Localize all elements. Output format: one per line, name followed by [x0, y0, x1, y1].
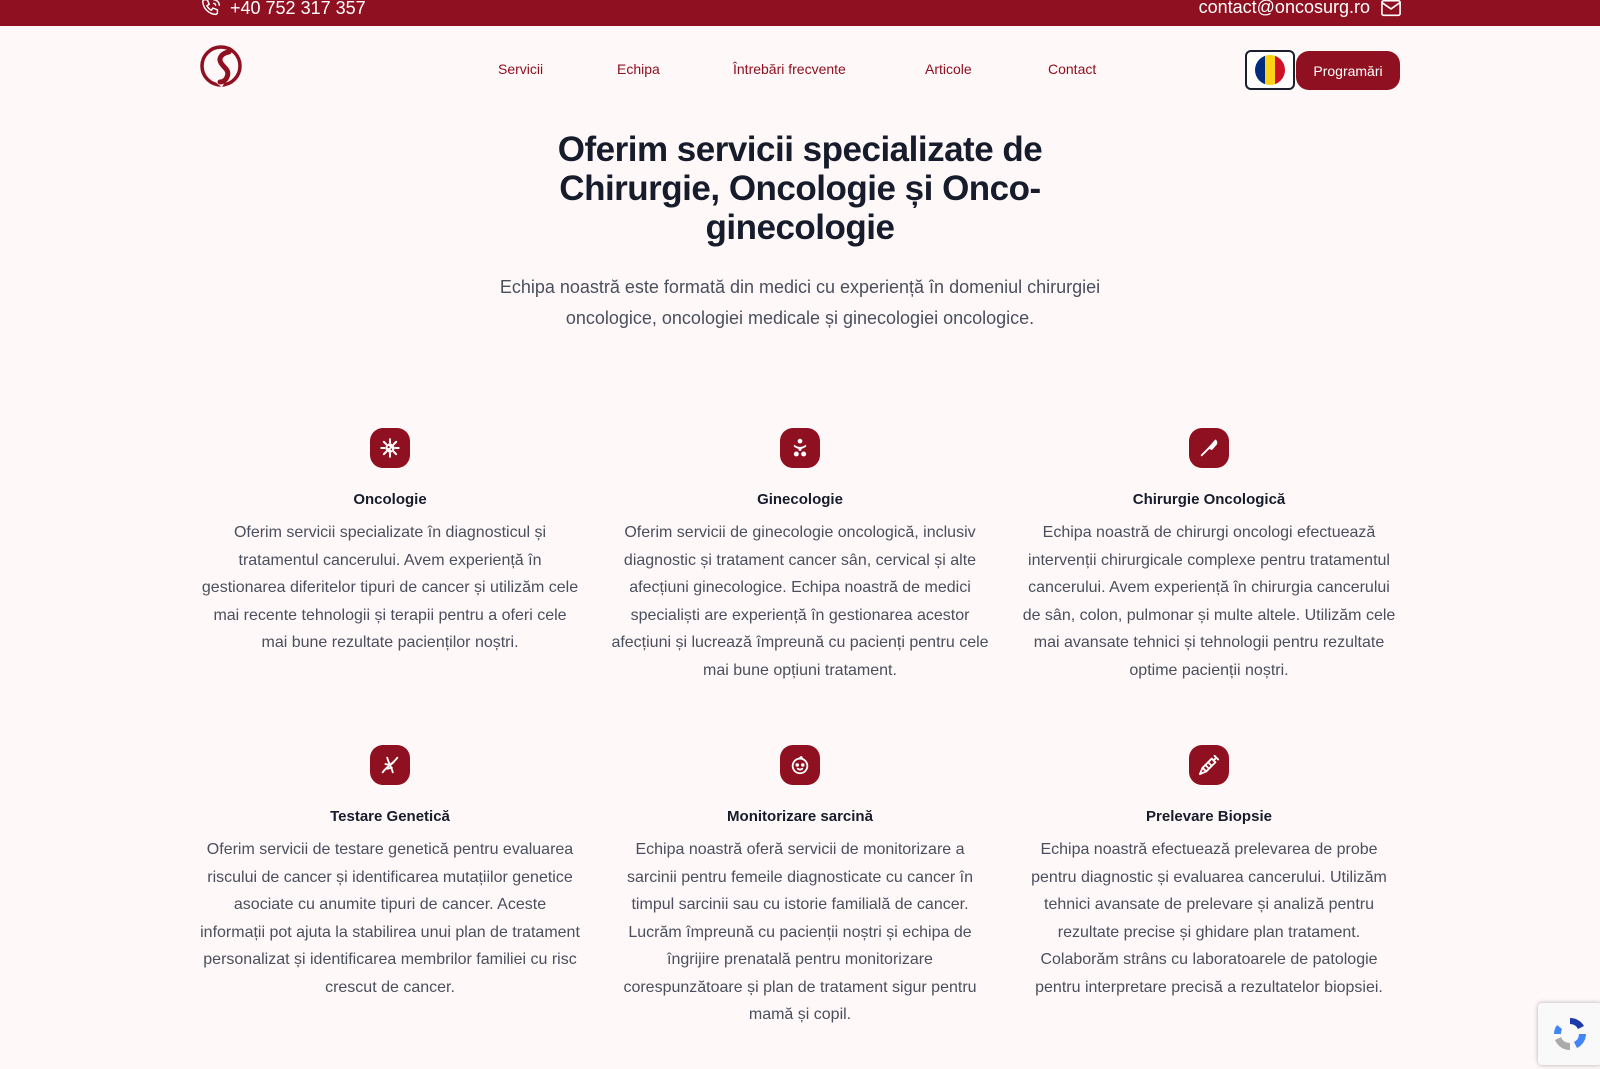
virus-icon [370, 428, 410, 468]
female-figure-icon [780, 428, 820, 468]
top-bar [0, 0, 1600, 26]
scalpel-icon [1189, 428, 1229, 468]
syringe-icon [1189, 745, 1229, 785]
email-address[interactable]: contact@oncosurg.ro [1198, 0, 1370, 17]
nav-item-echipa[interactable]: Echipa [617, 61, 660, 77]
recaptcha-badge[interactable] [1538, 1003, 1600, 1065]
baby-face-icon [780, 745, 820, 785]
phone-number[interactable]: +40 752 317 357 [230, 0, 366, 18]
service-description: Oferim servicii de testare genetică pentru evaluarea riscului de cancer și identificarea mutațiilor genetice asociate cu anumite tipuri de cancer. Aceste informații pot ajuta la stabilirea unui plan de tratament personalizat și identificarea membrilor familiei cu risc crescut de cancer. [200, 841, 580, 996]
service-description: Oferim servicii specializate în diagnosticul și tratamentul cancerului. Avem experiență în gestionarea diferitelor tipuri de cancer și utilizăm cele mai recente tehnologii și terapii pentru a oferi cele mai bune rezultate pacienților noștri. [201, 524, 579, 651]
dna-icon [370, 745, 410, 785]
nav-item-intrebari-frecvente[interactable]: Întrebări frecvente [733, 61, 846, 77]
service-title: Monitorizare sarcină [727, 808, 873, 825]
service-card-testare-genetica [200, 745, 580, 1001]
email-link[interactable] [1199, 0, 1402, 18]
service-description: Echipa noastră oferă servicii de monitorizare a sarcinii pentru femeile diagnosticate cu cancer în timpul sarcinii sau cu istorie familială de cancer. Lucrăm împreună cu pacienții noștri și echipa de îngrijire prenatală pentru monitorizare corespunzătoare și plan de tratament sigur pentru mamă și copil. [623, 841, 977, 1023]
phone-icon [200, 0, 222, 19]
service-title: Prelevare Biopsie [1146, 808, 1272, 825]
service-card-chirurgie-oncologica [1019, 428, 1399, 684]
nav-item-articole[interactable]: Articole [925, 61, 972, 77]
service-card-prelevare-biopsie [1019, 745, 1399, 1001]
service-description: Echipa noastră efectuează prelevarea de probe pentru diagnostic și evaluarea cancerului. Utilizăm tehnici avansate de prelevare și analiză pentru rezultate precise și ghidare plan tratament. Colaborăm strâns cu laboratoarele de patologie pentru interpretare precisă a rezultatelor biopsiei. [1031, 841, 1387, 996]
page-title: Oferim servicii specializate de Chirurgie, Oncologie și Onco-ginecologie [557, 130, 1043, 247]
hero-section [0, 130, 1600, 334]
romania-flag-icon [1255, 55, 1285, 85]
page-subtitle: Echipa noastră este formată din medici cu experiență în domeniul chirurgiei oncologice, oncologiei medicale și ginecologiei oncologice. [499, 277, 1101, 328]
nav-item-contact[interactable]: Contact [1048, 61, 1097, 77]
service-title: Ginecologie [757, 491, 843, 508]
recaptcha-icon [1550, 1014, 1590, 1054]
mail-icon [1380, 0, 1402, 18]
service-title: Chirurgie Oncologică [1132, 491, 1286, 508]
service-title: Oncologie [353, 491, 427, 508]
service-card-ginecologie [610, 428, 990, 684]
service-description: Echipa noastră de chirurgi oncologi efectuează intervenții chirurgicale complexe pentru tratamentul cancerului. Avem experiență în chirurgia cancerului de sân, colon, pulmonar și multe altele. Utilizăm cele mai avansate tehnici și tehnologii pentru rezultate optime pacienții noștri. [1022, 524, 1396, 679]
main-navigation [0, 26, 1600, 118]
phone-link[interactable] [200, 0, 366, 19]
nav-item-servicii[interactable]: Servicii [498, 61, 544, 77]
service-card-oncologie [200, 428, 580, 657]
service-title: Testare Genetică [330, 808, 450, 825]
logo-icon[interactable] [199, 44, 243, 88]
appointments-button[interactable]: Programări [1296, 51, 1400, 90]
language-switcher[interactable] [1245, 50, 1295, 90]
service-description: Oferim servicii de ginecologie oncologică, inclusiv diagnostic și tratament cancer sân, cervical și alte afecțiuni ginecologice. Echipa noastră de medici specialiști are experiență în gestionarea acestor afecțiuni și lucrează împreună cu pacienți pentru cele mai bune opțiuni tratament. [611, 524, 989, 679]
service-card-monitorizare-sarcina [610, 745, 990, 1029]
